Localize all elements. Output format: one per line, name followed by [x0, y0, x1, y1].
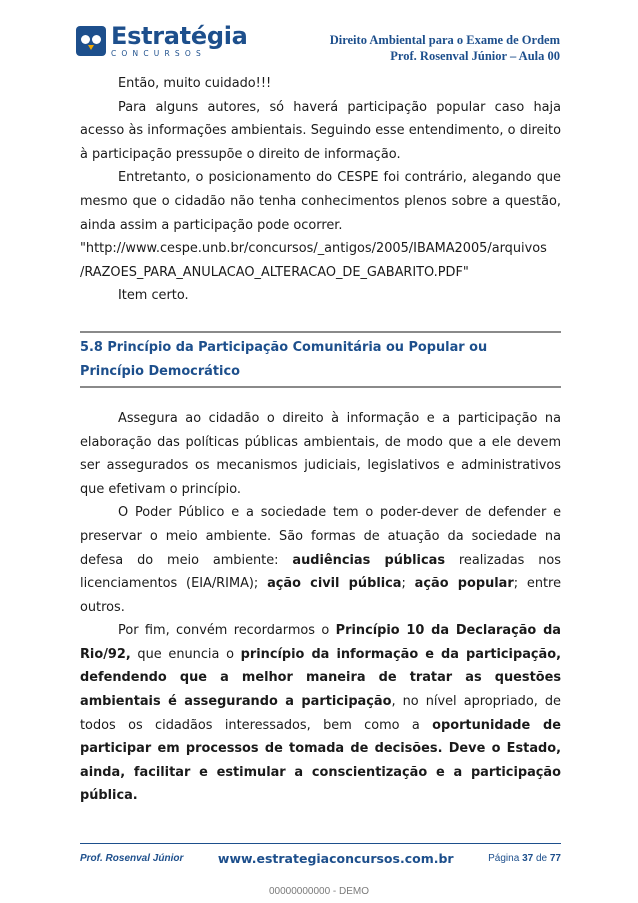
bold-term: Princípio 10 da Declaração da Rio/92, [80, 623, 561, 662]
bold-term: ação civil pública [267, 576, 402, 592]
course-title-block [330, 32, 560, 64]
course-name: Direito Ambiental para o Exame de Ordem [329, 33, 560, 47]
bold-term: oportunidade de participar em processos de tomada de decisões. Deve o Estado, ainda, facilitar e estimular a conscientização e a participação pública. [80, 717, 561, 804]
demo-watermark: 00000000000 - DEMO [268, 886, 370, 897]
reference-url-line-2: /RAZOES_PARA_ANULACAO_ALTERACAO_DE_GABARITO.PDF" [80, 264, 469, 280]
footer-author: Prof. Rosenval Júnior [80, 853, 184, 864]
bold-term: ação popular [414, 576, 514, 592]
paragraph: Assegura ao cidadão o direito à informação e a participação na elaboração das políticas públicas ambientais, de modo que a ele devem ser assegurados os mecanismos judiciais, legislativos e administrativos que efetivam o princípio. [80, 410, 561, 497]
paragraph: Para alguns autores, só haverá participação popular caso haja acesso às informações ambientais. Seguindo esse entendimento, o direito à participação pressupõe o direito de informação. [80, 99, 561, 162]
paragraph: Então, muito cuidado!!! [118, 76, 272, 91]
paragraph: Item certo. [118, 288, 189, 304]
page-number: Página 37 de 77 [488, 853, 561, 864]
document-body [80, 72, 561, 808]
logo-name: Estratégia [111, 22, 248, 50]
section-title-line-1: 5.8 Princípio da Participação Comunitária ou Popular ou [80, 339, 488, 355]
website-link[interactable]: www.estrategiaconcursos.com.br [217, 851, 454, 866]
bold-term: princípio da informação e da participação, defendendo que a melhor maneira de tratar as questões ambientais é assegurando a participação [80, 646, 561, 710]
paragraph: Entretanto, o posicionamento do CESPE foi contrário, alegando que mesmo que o cidadão não tenha conhecimentos plenos sobre a questão, ainda assim a participação pode ocorrer. [80, 170, 561, 233]
logo-subtitle: CONCURSOS [111, 49, 206, 58]
reference-url-line-1: "http://www.cespe.unb.br/concursos/_antigos/2005/IBAMA2005/arquivos [80, 241, 547, 257]
section-heading [80, 331, 561, 388]
bold-term: audiências públicas [292, 552, 445, 568]
estrategia-logo [76, 24, 248, 58]
page-footer [80, 843, 561, 866]
owl-logo-icon [76, 26, 106, 56]
page-header [0, 0, 638, 70]
paragraph: O Poder Público e a sociedade tem o poder-dever de defender e preservar o meio ambiente. São formas de atuação da sociedade na defesa do meio ambiente: audiências públicas realizadas nos licenciamentos (EIA/RIMA); ação civil pública; ação popular; entre outros. [80, 505, 561, 615]
paragraph: Por fim, convém recordarmos o Princípio 10 da Declaração da Rio/92, que enuncia o princípio da informação e da participação, defendendo que a melhor maneira de tratar as questões ambientais é assegurando a participação, no nível apropriado, de todos os cidadãos interessados, bem como a oportunidade de participar em processos de tomada de decisões. Deve o Estado, ainda, facilitar e estimular a conscientização e a participação pública. [80, 623, 561, 804]
author-lesson: Prof. Rosenval Júnior – Aula 00 [390, 49, 560, 63]
section-title-line-2: Princípio Democrático [80, 363, 240, 379]
